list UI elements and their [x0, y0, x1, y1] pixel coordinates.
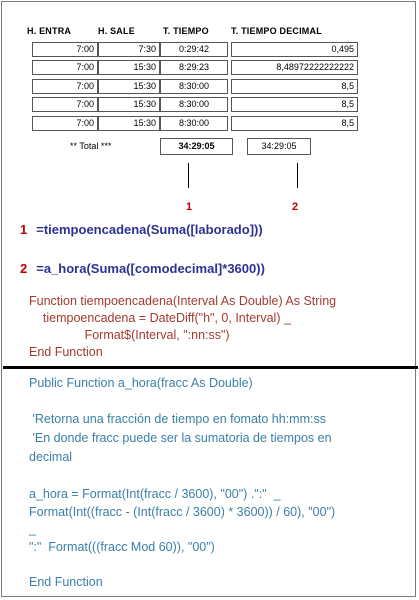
- cell-tiempo: 8:30:00: [160, 116, 228, 131]
- header-t-tiempo-decimal: T. TIEMPO DECIMAL: [231, 26, 322, 36]
- cell-tiempo: 0:29:42: [160, 42, 228, 57]
- cell-tiempo: 8:30:00: [160, 79, 228, 94]
- cell-entra: 7:00: [32, 97, 98, 112]
- cell-decimal: 0,495: [231, 42, 358, 57]
- cell-tiempo: 8:29:23: [160, 60, 228, 75]
- cell-sale: 15:30: [98, 116, 160, 131]
- header-h-sale: H. SALE: [98, 26, 135, 36]
- marker-2: 2: [292, 201, 299, 213]
- code-block-tiempoencadena: [29, 293, 336, 361]
- formula-1-text: =tiempoencadena(Suma([laborado])): [36, 222, 263, 237]
- code-line: 'En donde fracc puede ser la sumatoria de tiempos en: [29, 431, 332, 445]
- code-line: decimal: [29, 450, 73, 464]
- code-line: Public Function a_hora(fracc As Double): [29, 376, 253, 390]
- code-line: Function tiempoencadena(Interval As Double) As String: [29, 294, 337, 308]
- total-label: ** Total ***: [70, 141, 112, 151]
- arrow-line-1: [188, 163, 189, 188]
- cell-tiempo: 8:30:00: [160, 97, 228, 112]
- code-line: Format$(Interval, ":nn:ss"): [29, 328, 230, 342]
- code-line: tiempoencadena = DateDiff("h", 0, Interval) _: [29, 311, 291, 325]
- cell-sale: 15:30: [98, 60, 160, 75]
- code-line: a_hora = Format(Int(fracc / 3600), "00") .":" _: [29, 487, 281, 501]
- code-line: ":" Format(((fracc Mod 60)), "00"): [29, 540, 215, 554]
- marker-1: 1: [186, 201, 193, 213]
- section-separator: [3, 366, 418, 369]
- cell-decimal: 8,5: [231, 116, 358, 131]
- header-t-tiempo: T. TIEMPO: [163, 26, 209, 36]
- cell-decimal: 8,48972222222222: [231, 60, 358, 75]
- arrow-line-2: [297, 163, 298, 188]
- header-h-entra: H. ENTRA: [27, 26, 72, 36]
- formula-2-text: =a_hora(Suma([comodecimal]*3600)): [36, 261, 265, 276]
- code-line: End Function: [29, 345, 103, 359]
- formula-2-number: 2: [20, 261, 28, 276]
- total-decimal-box: 34:29:05: [247, 138, 311, 155]
- cell-entra: 7:00: [32, 116, 98, 131]
- cell-sale: 15:30: [98, 79, 160, 94]
- cell-decimal: 8,5: [231, 97, 358, 112]
- cell-entra: 7:00: [32, 79, 98, 94]
- cell-entra: 7:00: [32, 60, 98, 75]
- formula-1-number: 1: [20, 222, 28, 237]
- code-line: End Function: [29, 575, 103, 589]
- total-time-box: 34:29:05: [160, 138, 233, 155]
- code-line: _: [29, 522, 36, 536]
- code-line: Format(Int((fracc - (Int(fracc / 3600) * 3600)) / 60), "00"): [29, 505, 336, 519]
- cell-decimal: 8,5: [231, 79, 358, 94]
- document-frame: [1, 1, 416, 597]
- cell-sale: 7:30: [98, 42, 160, 57]
- cell-entra: 7:00: [32, 42, 98, 57]
- code-line: 'Retorna una fracción de tiempo en fomato hh:mm:ss: [29, 412, 326, 426]
- formula-2: [20, 261, 265, 276]
- cell-sale: 15:30: [98, 97, 160, 112]
- formula-1: [20, 222, 263, 237]
